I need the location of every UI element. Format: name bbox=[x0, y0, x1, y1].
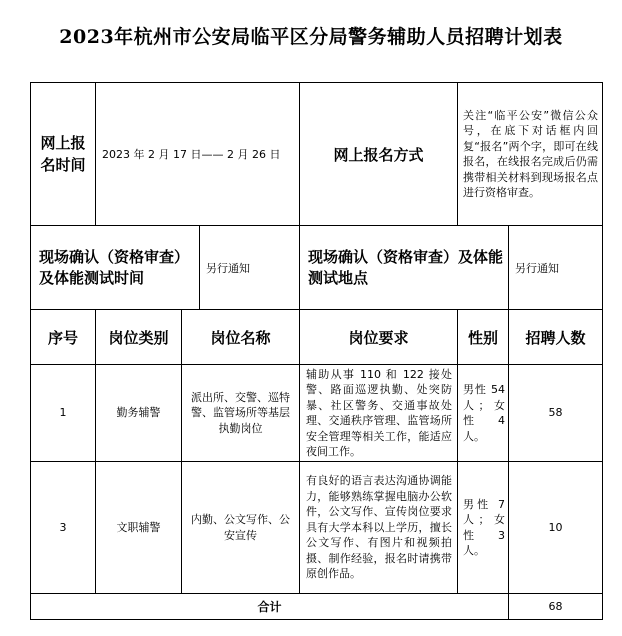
onsite-time-label: 现场确认（资格审查）及体能测试时间 bbox=[39, 247, 190, 287]
row-requirement bbox=[300, 365, 457, 461]
onsite-place-label: 现场确认（资格审查）及体能测试地点 bbox=[308, 247, 504, 287]
page-title: 2023年杭州市公安局临平区分局警务辅助人员招聘计划表 bbox=[59, 26, 563, 48]
row-no: 1 bbox=[59, 406, 67, 420]
row-gender bbox=[458, 365, 508, 461]
total-value: 68 bbox=[548, 599, 563, 613]
header-gender: 性别 bbox=[467, 328, 498, 347]
row-no: 3 bbox=[59, 520, 67, 534]
row-position: 派出所、交警、巡特警、监管场所等基层执勤岗位 bbox=[191, 390, 290, 435]
row-count: 10 bbox=[548, 520, 563, 534]
header-count: 招聘人数 bbox=[525, 328, 586, 347]
total-label: 合计 bbox=[257, 600, 282, 614]
row-gender bbox=[458, 462, 508, 593]
row-category: 勤务辅警 bbox=[116, 406, 161, 420]
onsite-time-value: 另行通知 bbox=[206, 261, 250, 275]
onsite-place-value: 另行通知 bbox=[515, 261, 559, 275]
header-requirement: 岗位要求 bbox=[348, 328, 409, 347]
online-method-label: 网上报名方式 bbox=[333, 145, 424, 164]
row-requirement-text: 辅助从事 110 和 122 接处警、路面巡逻执勤、处突防暴、社区警务、交通事故处理、交通秩序管理、监管场所安全管理等相关工作，能适应夜间工作。 bbox=[306, 367, 452, 458]
row-gender-text: 男性 7 人；女性 3 人。 bbox=[463, 497, 505, 557]
row-category: 文职辅警 bbox=[116, 520, 161, 534]
row-requirement bbox=[300, 462, 457, 593]
row-count: 58 bbox=[548, 406, 563, 420]
online-method-value bbox=[458, 83, 602, 225]
header-no: 序号 bbox=[47, 328, 78, 347]
row-requirement-text: 有良好的语言表达沟通协调能力，能够熟练掌握电脑办公软件，公文写作、宣传岗位要求具有大学本科以上学历，擅长公文写作、有图片和视频拍摄、制作经验，报名时请携带原创作品。 bbox=[306, 474, 452, 581]
online-time-value: 2023 年 2 月 17 日—— 2 月 26 日 bbox=[102, 148, 281, 161]
online-method-text: 关注“临平公安”微信公众号，在底下对话框内回复“报名”两个字，即可在线报名，在线报名完成后仍需携带相关材料到现场报名点进行资格审查。 bbox=[463, 108, 598, 199]
header-name: 岗位名称 bbox=[210, 328, 271, 347]
row-gender-text: 男性 54 人；女性 4 人。 bbox=[463, 383, 505, 443]
online-time-label: 网上报名时间 bbox=[40, 134, 86, 174]
header-category: 岗位类别 bbox=[108, 328, 169, 347]
row-position: 内勤、公文写作、公安宣传 bbox=[191, 513, 290, 542]
